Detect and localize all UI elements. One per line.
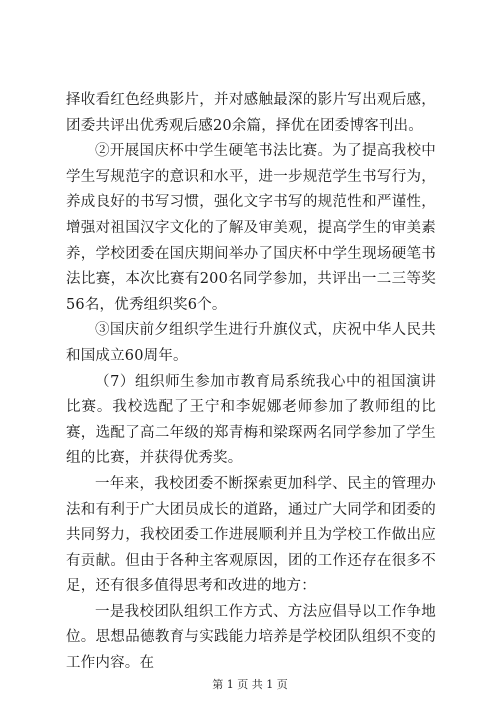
paragraph-year-summary: 一年来，我校团委不断探索更加科学、民主的管理办法和有利于广大团员成长的道路，通过广大同学和团委的共同努力，我校团委工作进展顺利并且为学校工作做出应有贡献。但由于各种主客观原因，团的工作还存在很多不足，还有很多值得思考和改进的地方： [66,475,436,595]
paragraph-shortcoming-one: 一是我校团队组织工作方式、方法应倡导以工作争地位。思想品德教育与实践能力培养是学校团队组织不变的工作内容。在 [66,603,436,672]
document-body [66,88,436,677]
paragraph-speech-contest: （7）组织师生参加市教育局系统我心中的祖国演讲比赛。我校选配了王宁和李妮娜老师参加了教师组的比赛，选配了高二年级的郑青梅和梁琛两名同学参加了学生组的比赛，并获得优秀奖。 [66,373,436,467]
paragraph-calligraphy-contest: ②开展国庆杯中学生硬笔书法比赛。为了提高我校中学生写规范字的意识和水平，进一步规范学生书写行为，养成良好的书写习惯，强化文字书写的规范性和严谨性，增强对祖国汉字文化的了解及审美观，提高学生的审美素养，学校团委在国庆期间举办了国庆杯中学生现场硬笔书法比赛，本次比赛有200名同学参加，共评出一二三等奖56名，优秀组织奖6个。 [66,143,436,313]
paragraph-flag-raising: ③国庆前夕组织学生进行升旗仪式，庆祝中华人民共和国成立60周年。 [66,322,436,364]
page-number-footer: 第 1 页 共 1 页 [212,678,288,691]
paragraph-viewing-reports: 择收看红色经典影片，并对感触最深的影片写出观后感，团委共评出优秀观后感20余篇，择优在团委博客刊出。 [66,92,436,134]
